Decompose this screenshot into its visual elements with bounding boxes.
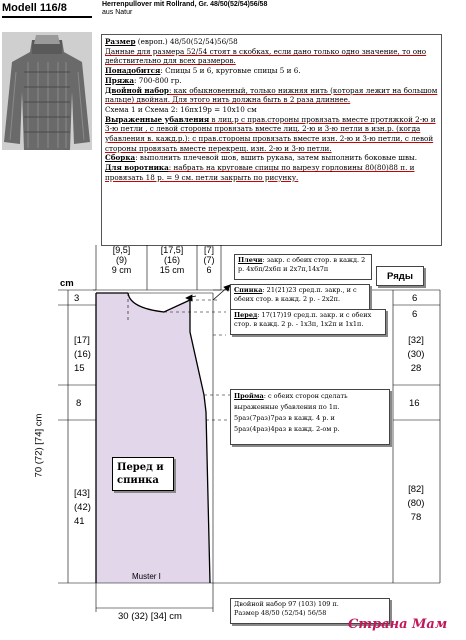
dim-left-armhole: [17] (16) 15 bbox=[74, 335, 91, 374]
rows-label: Ряды bbox=[376, 266, 424, 286]
row-count-1: 6 bbox=[412, 293, 418, 304]
note-front: Перед: 17(17)19 сред.п. закр. и с обеих стор. в кажд. 2 р. - 1х3п, 1х2п и 1х1п. bbox=[230, 309, 386, 335]
instruction-double-caston: Двойной набор: как обыкновенный, только нижняя нить (которая лежит на большом пальце) двойная. Для этого нить должна быть в 2 раза длиннее. bbox=[105, 85, 438, 105]
model-description-line1: Herrenpullover mit Rollrand, Gr. 48/50(52/54)56/58 bbox=[102, 1, 268, 8]
instruction-collar: Для воротника: набрать на круговые спицы по вырезу горловины 80(80)88 п. и провязать 18 р. = 9 см. петли закрыть по рисунку. bbox=[105, 163, 415, 182]
pattern-label: Muster I bbox=[132, 572, 161, 581]
dim-top-2: [17,5] (16) 15 cm bbox=[159, 245, 185, 275]
instruction-yarn: Пряжа: 700-800 гр. bbox=[105, 75, 182, 85]
note-back: Спинка: 21(21)23 сред.п. закр., и с обеих стор. в кажд. 2 р. - 2х2п. bbox=[230, 284, 370, 310]
piece-label: Перед и спинка bbox=[112, 457, 174, 491]
cm-label: cm bbox=[60, 278, 74, 289]
note-caston: Двойной набор 97 (103) 109 п. Размер 48/50 (52/54) 56/58 bbox=[230, 598, 390, 624]
row-count-armhole: [32] (30) 28 bbox=[407, 335, 425, 374]
instruction-assembly: Сборка: выполнить плечевой шов, вшить рукава, затем выполнить боковые швы. bbox=[105, 153, 418, 163]
instruction-materials: Понадобится: Спицы 5 и 6, круговые спицы 5 и 6. bbox=[105, 66, 301, 76]
dim-left-3: 3 bbox=[74, 293, 80, 304]
instruction-decreases: Выраженные убавления в лиц.р с прав.стороны провязать вместе протяжкой 2-ю и 3-ю петли , с левой стороны провязать вместе лиц. 2-ю и 3-ю петли в изн.р. (когда убавления в. кажд.р.): с прав.стороны провязать вместе изн. 2-ю и 3-ю петли, с левой стороны провязать вместе перекрещ. изн. 2-ю и 3-ю петли. bbox=[105, 114, 436, 153]
watermark-text: Страна Мам bbox=[348, 617, 448, 632]
instruction-gauge: Схема 1 и Схема 2: 16пх19р = 10х10 см bbox=[105, 104, 257, 114]
row-count-2: 6 bbox=[412, 309, 418, 320]
dim-top-3: [7] (7) 6 bbox=[203, 245, 215, 275]
watermark-logo bbox=[348, 617, 447, 632]
instruction-size: Размер (европ.) 48/50(52/54)56/58 bbox=[105, 37, 238, 46]
bottom-width: 30 (32) [34] cm bbox=[118, 611, 182, 622]
row-count-16: 16 bbox=[409, 398, 420, 409]
dim-top-1: [9,5] (9) 9 cm bbox=[111, 245, 132, 275]
note-armhole: Пройма: с обеих сторон сделать выраженные убавления по 1п. 5раз(7раз)7раз в кажд. 4 р. и 5раз(4раз)4раз в кажд. 2-ом р. bbox=[230, 389, 390, 445]
instruction-size-note: Данные для размера 52/54 стоят в скобках, если дано только одно значение, то оно действительно для всех размеров. bbox=[105, 46, 427, 66]
note-shoulders: Плечи: закр. с обеих стор. в кажд. 2 р. 4х6п/2х6п и 2х7п,14х7п bbox=[234, 254, 372, 280]
dim-left-body: [43] (42) 41 bbox=[74, 488, 91, 527]
model-description-line2: aus Natur bbox=[102, 9, 133, 16]
front-back-piece bbox=[96, 293, 210, 583]
row-count-body: [82] (80) 78 bbox=[407, 484, 425, 523]
dim-left-8: 8 bbox=[76, 398, 82, 409]
total-height: 70 (72) [74] cm bbox=[33, 413, 45, 478]
model-number: Modell 116/8 bbox=[2, 2, 92, 18]
